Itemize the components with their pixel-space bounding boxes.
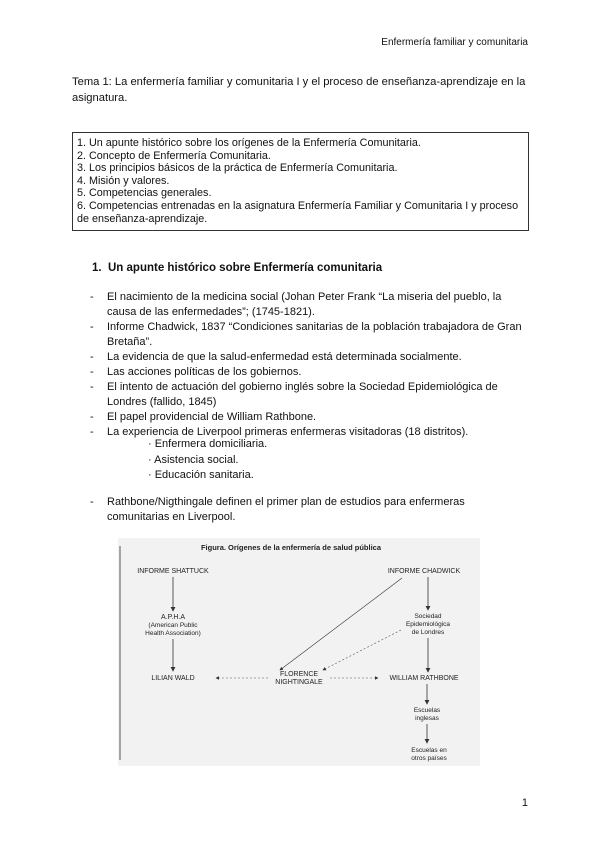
list-item [90, 350, 530, 365]
node-sociedad-line: Epidemiológica [405, 621, 451, 628]
page-number: 1 [521, 797, 528, 809]
toc-item: 3. Los principios básicos de la práctica de Enfermería Comunitaria. [77, 162, 398, 175]
list-item-text: El intento de actuación del gobierno inglés sobre la Sociedad Epidemiológica de Londres (fallido, 1845) [107, 381, 498, 408]
bullet-dash: - [90, 381, 94, 393]
bullet-dash: - [90, 411, 94, 423]
list-item-text: Rathbone/Nigthingale definen el primer plan de estudios para enfermeras comunitarias en Liverpool. [107, 496, 465, 523]
node-escuelas-otros-line: otros países [411, 755, 447, 762]
node-florence-line: FLORENCE [279, 671, 319, 678]
bullet-dash: - [90, 351, 94, 363]
document-title: Tema 1: La enfermería familiar y comunitaria I y el proceso de enseñanza-aprendizaje en la asignatura. [72, 76, 526, 104]
diagram-svg [118, 538, 480, 766]
figure-caption: Figura. Orígenes de la enfermería de salud pública [200, 543, 382, 552]
node-informe-chadwick: INFORME CHADWICK [387, 568, 461, 575]
node-informe-shattuck: INFORME SHATTUCK [137, 568, 209, 575]
list-item [90, 495, 530, 525]
list-item [90, 290, 530, 320]
toc-item: 2. Concepto de Enfermería Comunitaria. [77, 149, 271, 162]
running-header: Enfermería familiar y comunitaria [381, 37, 528, 48]
list-item-text: Informe Chadwick, 1837 “Condiciones sanitarias de la población trabajadora de Gran Bretaña”. [107, 321, 522, 348]
bullet-dash: - [90, 496, 94, 508]
bullet-list [90, 290, 530, 440]
sub-list-item: · Educación sanitaria. [148, 469, 254, 481]
bullet-dash: - [90, 321, 94, 333]
bullet-dash: - [90, 426, 94, 438]
node-sociedad-line: Sociedad [414, 613, 442, 620]
section-heading [92, 262, 382, 274]
list-item [90, 380, 530, 410]
sub-list-item: · Asistencia social. [148, 453, 239, 466]
bullet-list [90, 495, 530, 525]
figure-origins-diagram [118, 538, 480, 766]
list-item [90, 365, 530, 380]
toc-item: 6. Competencias entrenadas en la asignatura Enfermería Familiar y Comunitaria I y proceso de enseñanza-aprendizaje. [77, 199, 519, 225]
node-apha-line: (American Public [148, 622, 198, 629]
toc-item: 5. Competencias generales. [77, 187, 212, 200]
node-escuelas-inglesas-line: Escuelas [413, 707, 441, 714]
sub-list-item: · Enfermera domiciliaria. [148, 438, 268, 450]
toc-item: 1. Un apunte histórico sobre los orígenes de la Enfermería Comunitaria. [77, 137, 421, 149]
list-item-text: La evidencia de que la salud-enfermedad está determinada socialmente. [107, 351, 462, 363]
list-item-text: El nacimiento de la medicina social (Johan Peter Frank “La miseria del pueblo, la causa de las enfermedades”; (1745-1821). [107, 291, 502, 318]
node-william-rathbone: WILLIAM RATHBONE [389, 675, 459, 682]
toc-item: 4. Misión y valores. [77, 174, 170, 187]
table-of-contents [72, 132, 529, 231]
list-item [90, 320, 530, 350]
node-apha-line: A.P.H.A [161, 614, 185, 621]
node-escuelas-otros-line: Escuelas en [411, 747, 447, 754]
node-apha-line: Health Association) [145, 630, 201, 637]
section-title: Un apunte histórico sobre Enfermería comunitaria [108, 262, 383, 274]
node-escuelas-inglesas-line: inglesas [415, 715, 439, 722]
node-florence-line: NIGHTINGALE [275, 679, 323, 686]
list-item-text: El papel providencial de William Rathbone. [107, 411, 317, 423]
list-item-text: Las acciones políticas de los gobiernos. [107, 366, 302, 378]
bullet-dash: - [90, 366, 94, 378]
list-item-text: La experiencia de Liverpool primeras enfermeras visitadoras (18 distritos). [107, 426, 469, 438]
sub-list [148, 437, 267, 484]
node-lilian-wald: LILIAN WALD [151, 675, 195, 682]
section-number: 1. [92, 262, 102, 274]
node-sociedad-line: de Londres [411, 629, 445, 636]
bullet-dash: - [90, 291, 94, 303]
list-item [90, 410, 530, 425]
